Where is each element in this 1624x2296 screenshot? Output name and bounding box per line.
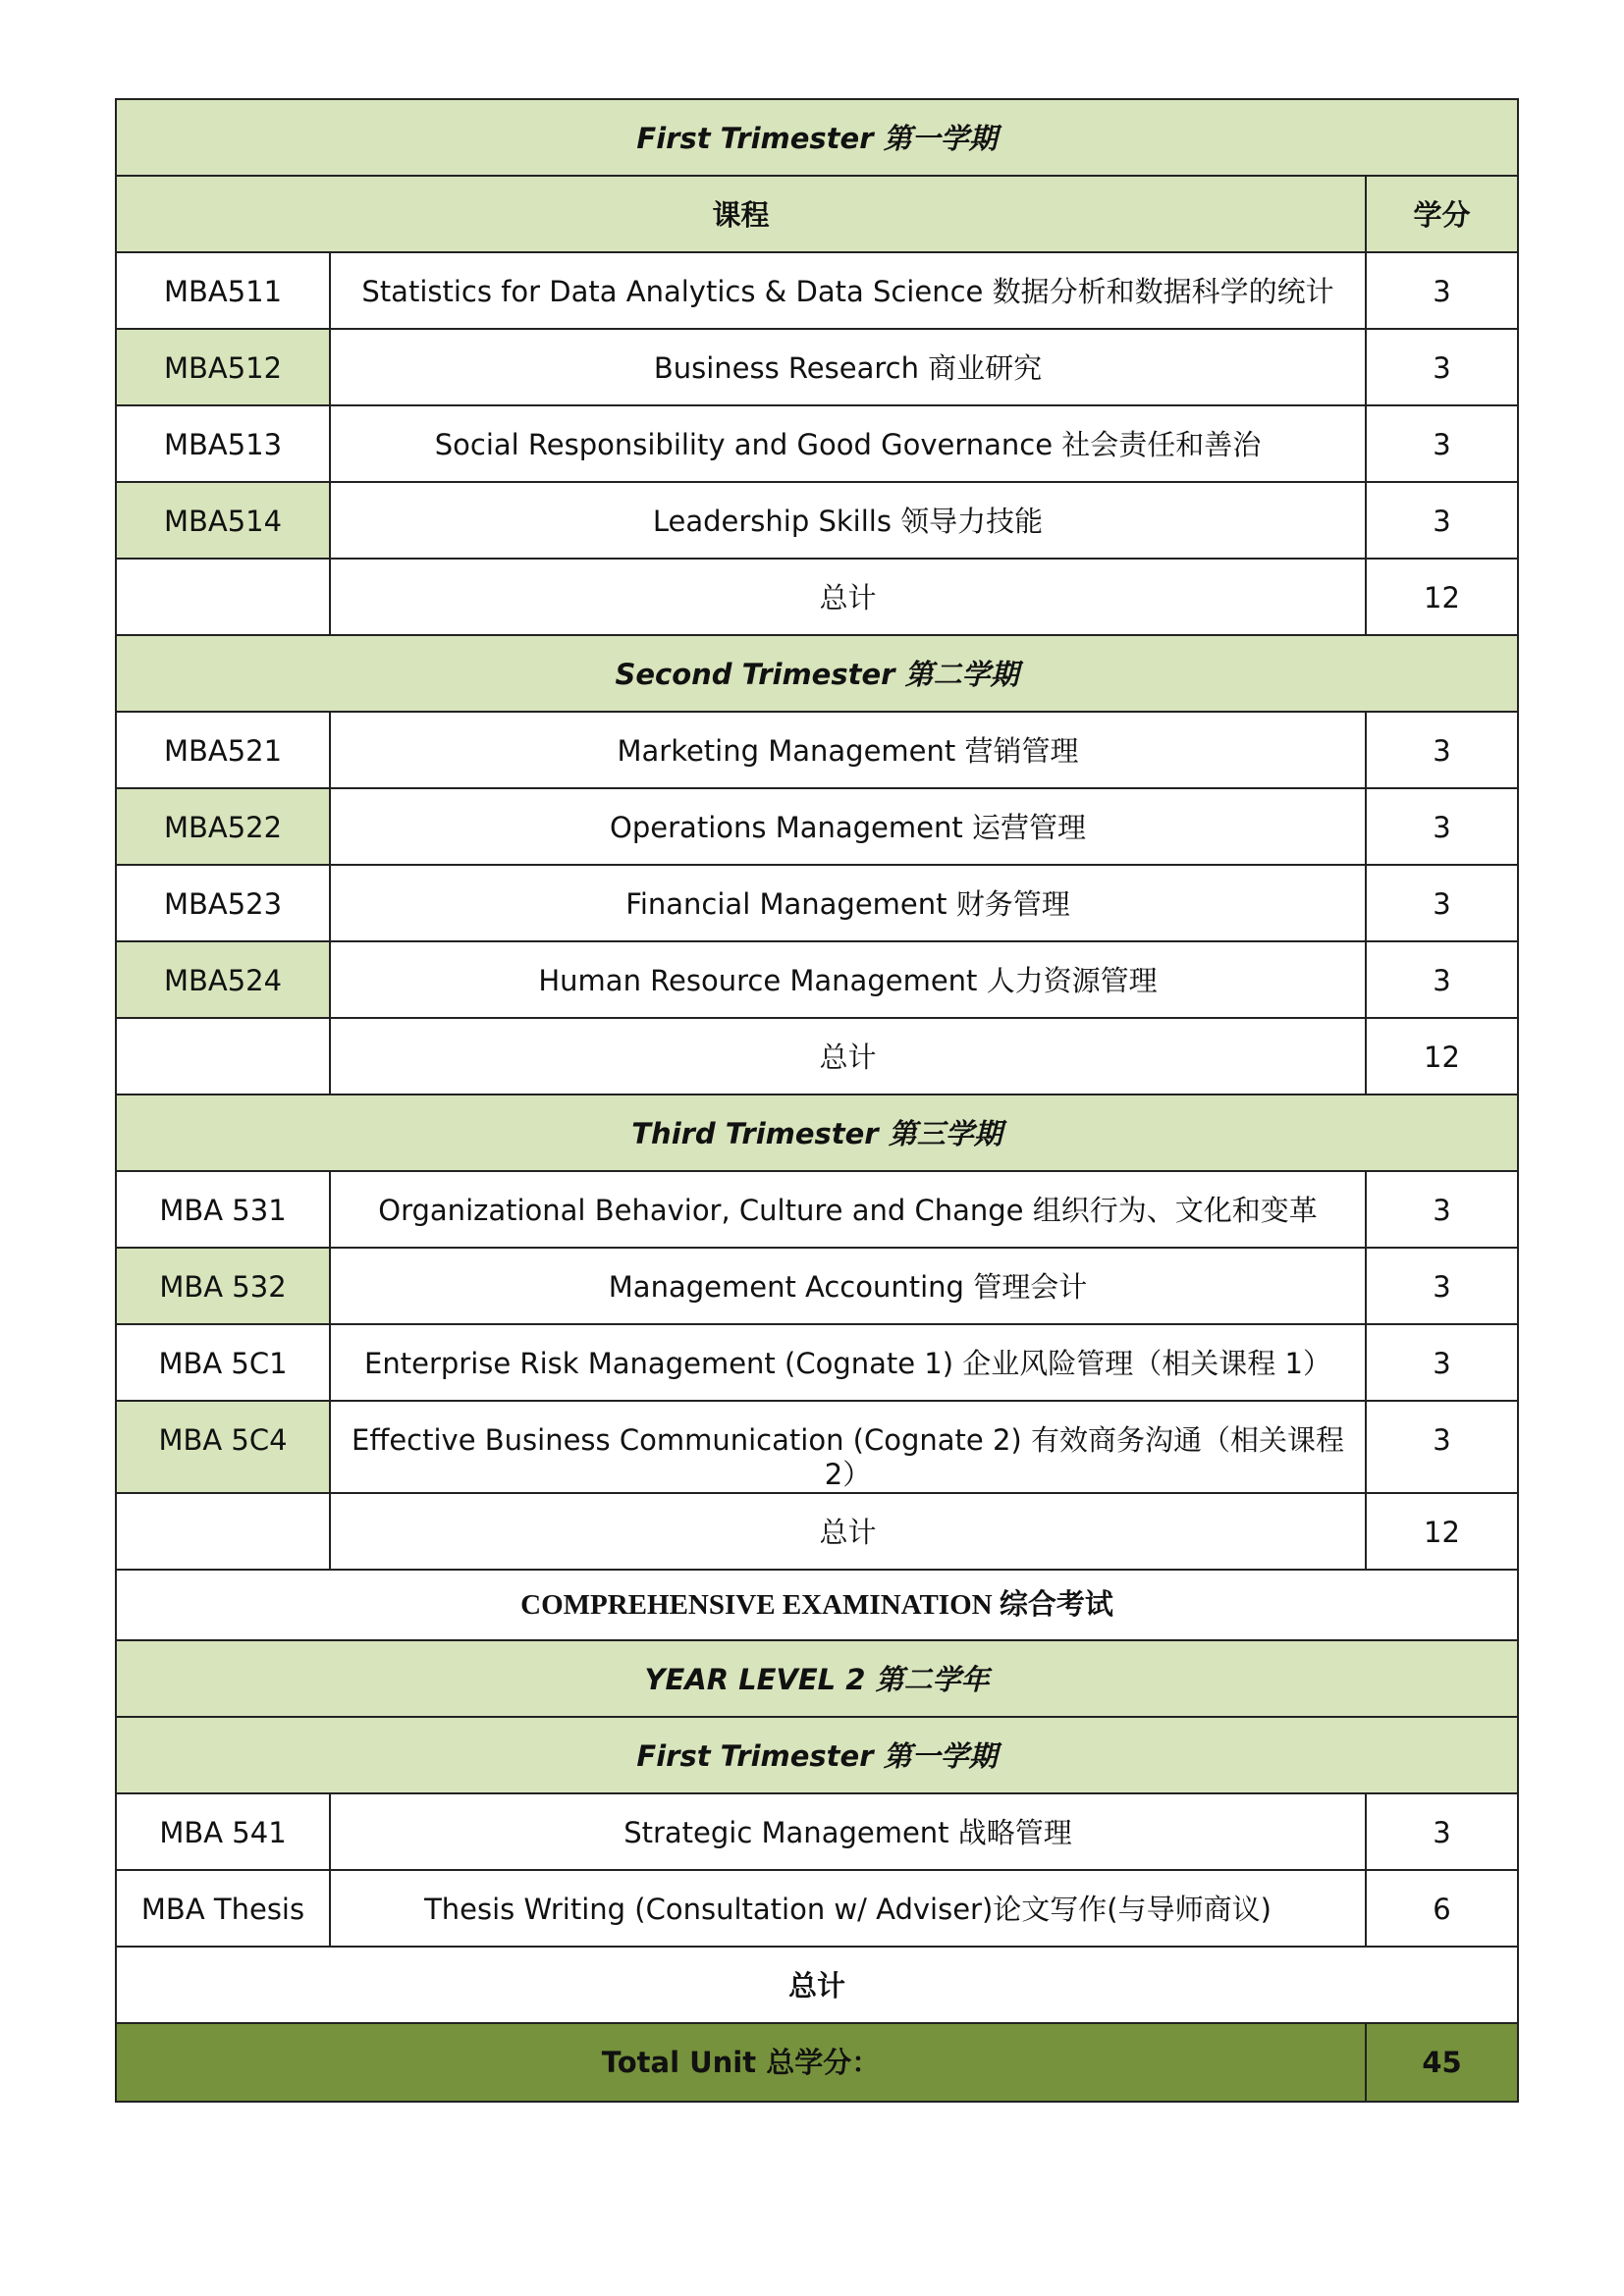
course-name: Strategic Management 战略管理 [330, 1793, 1366, 1870]
trimester-title: Third Trimester 第三学期 [116, 1095, 1518, 1171]
empty-cell [116, 1493, 330, 1570]
course-credits: 3 [1366, 865, 1518, 941]
course-credits: 3 [1366, 252, 1518, 329]
table-row [116, 712, 1518, 788]
subtotal-row [116, 1493, 1518, 1570]
subtotal-row [116, 1018, 1518, 1095]
course-credits: 3 [1366, 941, 1518, 1018]
course-name: Financial Management 财务管理 [330, 865, 1366, 941]
section-header-row [116, 635, 1518, 712]
subtotal-label: 总计 [330, 559, 1366, 635]
course-code: MBA Thesis [116, 1870, 330, 1947]
exam-row [116, 1570, 1518, 1640]
grand-total-value: 45 [1366, 2023, 1518, 2102]
table-row [116, 329, 1518, 405]
table-row [116, 482, 1518, 559]
course-credits: 3 [1366, 1324, 1518, 1401]
course-code: MBA511 [116, 252, 330, 329]
course-name: Organizational Behavior, Culture and Change 组织行为、文化和变革 [330, 1171, 1366, 1248]
empty-cell [116, 559, 330, 635]
column-header-row [116, 176, 1518, 252]
table-row [116, 1324, 1518, 1401]
subtotal-row [116, 1947, 1518, 2023]
course-code: MBA513 [116, 405, 330, 482]
section-header-row [116, 1640, 1518, 1717]
year-level-title: YEAR LEVEL 2 第二学年 [116, 1640, 1518, 1717]
course-name: Effective Business Communication (Cognate 2) 有效商务沟通（相关课程 2） [330, 1401, 1366, 1493]
course-credits: 3 [1366, 1248, 1518, 1324]
table-row [116, 941, 1518, 1018]
course-credits: 3 [1366, 788, 1518, 865]
table-row [116, 865, 1518, 941]
course-code: MBA 531 [116, 1171, 330, 1248]
course-credits: 6 [1366, 1870, 1518, 1947]
course-code: MBA514 [116, 482, 330, 559]
table-row [116, 788, 1518, 865]
course-name: Thesis Writing (Consultation w/ Adviser)论文写作(与导师商议) [330, 1870, 1366, 1947]
course-credits: 3 [1366, 1401, 1518, 1493]
course-code: MBA512 [116, 329, 330, 405]
subtotal-value: 12 [1366, 1493, 1518, 1570]
course-name: Enterprise Risk Management (Cognate 1) 企业风险管理（相关课程 1） [330, 1324, 1366, 1401]
course-code: MBA522 [116, 788, 330, 865]
table-row [116, 1793, 1518, 1870]
table-row [116, 1401, 1518, 1493]
course-code: MBA 541 [116, 1793, 330, 1870]
course-name: Management Accounting 管理会计 [330, 1248, 1366, 1324]
course-code: MBA 5C1 [116, 1324, 330, 1401]
table-row [116, 405, 1518, 482]
course-credits: 3 [1366, 712, 1518, 788]
course-code: MBA 532 [116, 1248, 330, 1324]
course-name: Social Responsibility and Good Governance 社会责任和善治 [330, 405, 1366, 482]
course-credits: 3 [1366, 405, 1518, 482]
course-column-header: 课程 [116, 176, 1366, 252]
course-code: MBA524 [116, 941, 330, 1018]
grand-total-row [116, 2023, 1518, 2102]
course-name: Marketing Management 营销管理 [330, 712, 1366, 788]
subtotal-row [116, 559, 1518, 635]
credit-column-header: 学分 [1366, 176, 1518, 252]
course-name: Business Research 商业研究 [330, 329, 1366, 405]
subtotal-label: 总计 [116, 1947, 1518, 2023]
course-credits: 3 [1366, 1171, 1518, 1248]
grand-total-label: Total Unit 总学分： [116, 2023, 1366, 2102]
subtotal-label: 总计 [330, 1493, 1366, 1570]
course-name: Operations Management 运营管理 [330, 788, 1366, 865]
table-row [116, 1870, 1518, 1947]
section-header-row [116, 1717, 1518, 1793]
course-code: MBA 5C4 [116, 1401, 330, 1493]
course-credits: 3 [1366, 329, 1518, 405]
trimester-title: First Trimester 第一学期 [116, 99, 1518, 176]
subtotal-value: 12 [1366, 559, 1518, 635]
course-code: MBA521 [116, 712, 330, 788]
trimester-title: First Trimester 第一学期 [116, 1717, 1518, 1793]
table-row [116, 252, 1518, 329]
curriculum-table [115, 98, 1519, 2103]
trimester-title: Second Trimester 第二学期 [116, 635, 1518, 712]
course-credits: 3 [1366, 1793, 1518, 1870]
course-name: Human Resource Management 人力资源管理 [330, 941, 1366, 1018]
section-header-row [116, 1095, 1518, 1171]
table-row [116, 1248, 1518, 1324]
subtotal-label: 总计 [330, 1018, 1366, 1095]
course-name: Leadership Skills 领导力技能 [330, 482, 1366, 559]
course-credits: 3 [1366, 482, 1518, 559]
table-row [116, 1171, 1518, 1248]
subtotal-value: 12 [1366, 1018, 1518, 1095]
empty-cell [116, 1018, 330, 1095]
course-name: Statistics for Data Analytics & Data Science 数据分析和数据科学的统计 [330, 252, 1366, 329]
section-header-row [116, 99, 1518, 176]
comprehensive-exam-label: COMPREHENSIVE EXAMINATION 综合考试 [116, 1570, 1518, 1640]
course-code: MBA523 [116, 865, 330, 941]
